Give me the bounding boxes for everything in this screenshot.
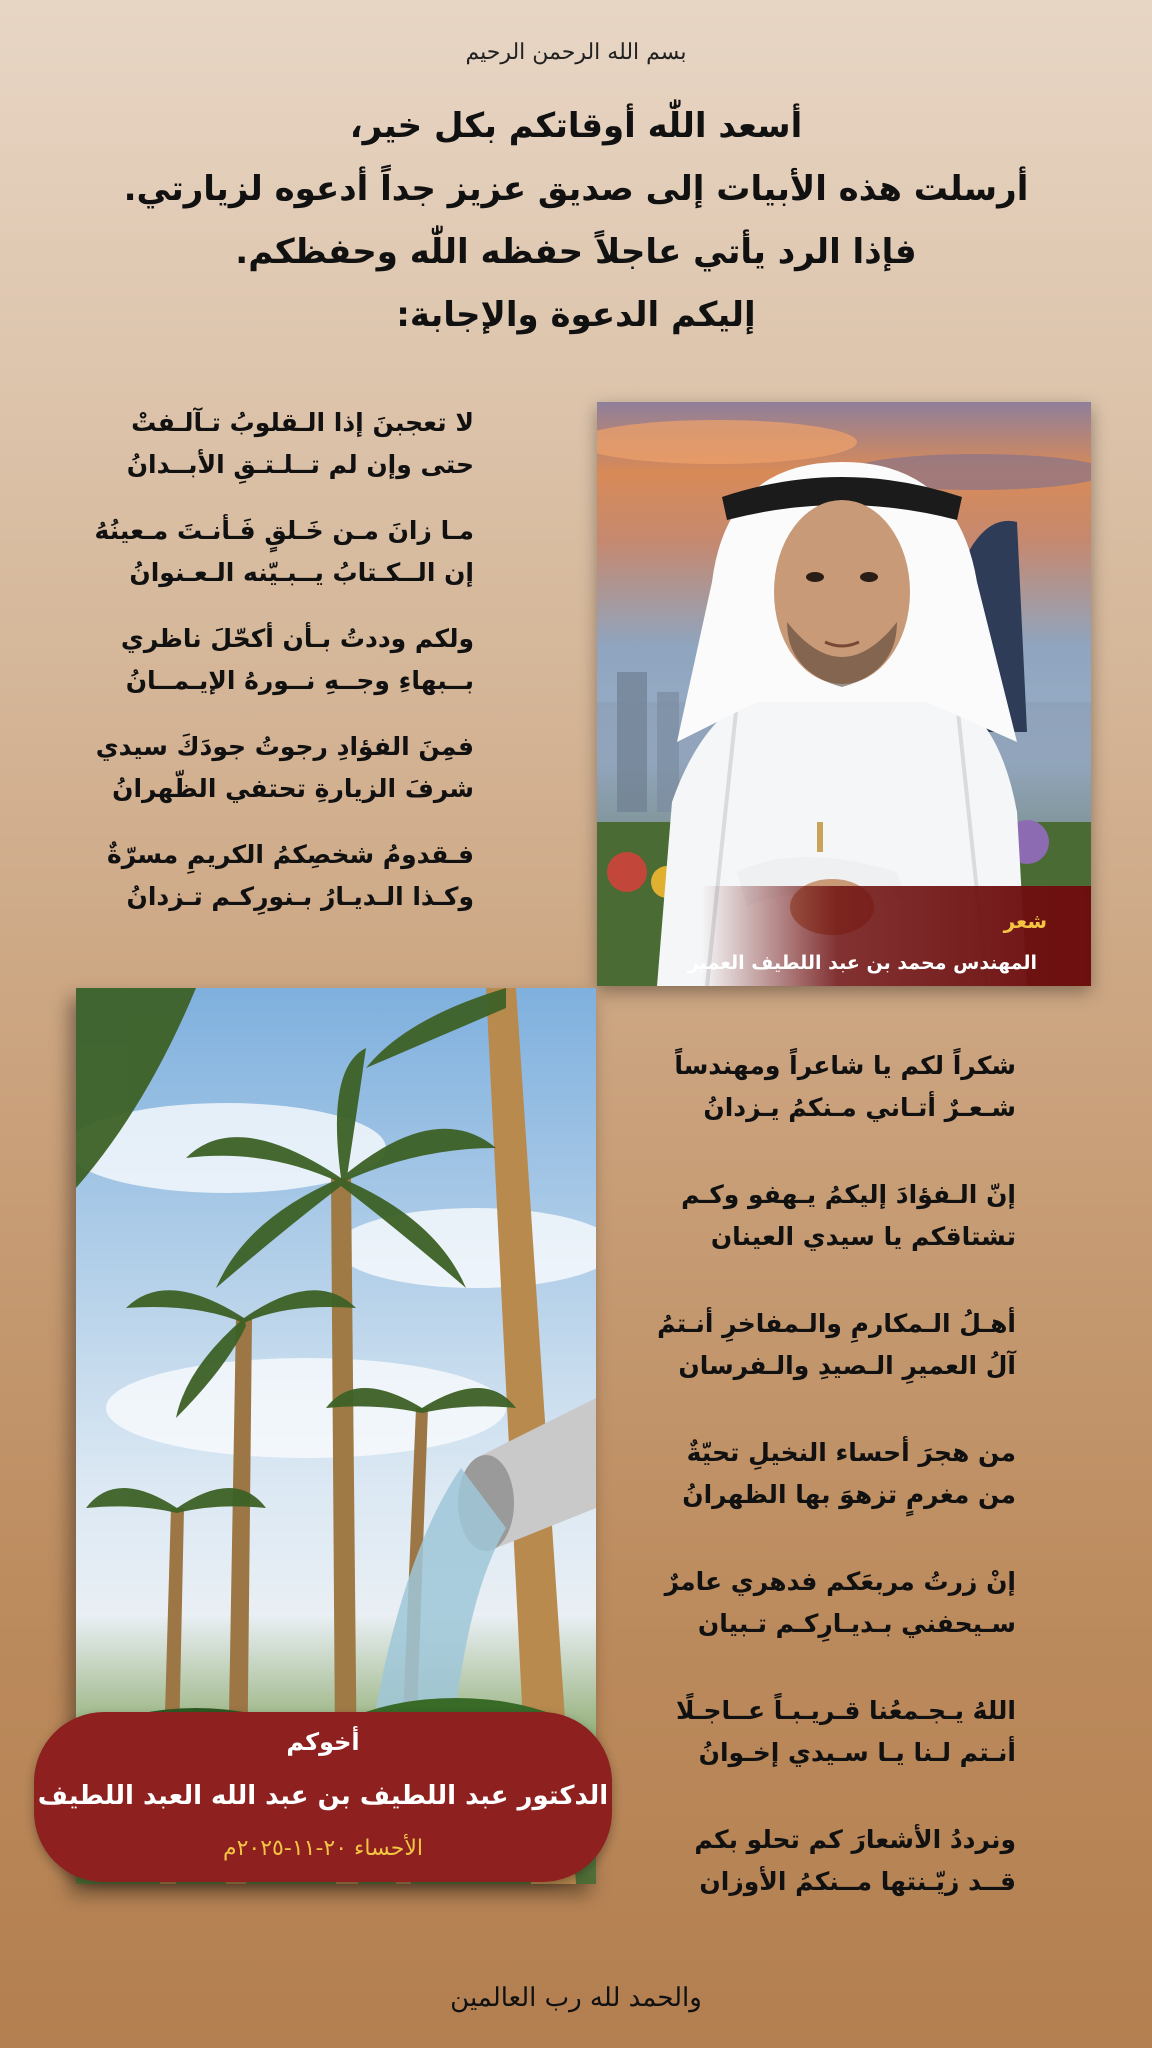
poem-verse: إنْ زرتُ مربعَكم فدهري عامرٌ [664, 1567, 1016, 1596]
reply-poem [616, 1045, 1016, 1948]
poem-verse: تشتاقكم يا سيدي العينان [710, 1222, 1016, 1251]
poem-stanza [616, 1432, 1016, 1516]
intro-text [0, 95, 1152, 347]
signature-block [34, 1712, 612, 1882]
poem-stanza [54, 834, 474, 918]
poem-verse: بــبهاءِ وجــهِ نــورهُ الإيـمــانُ [125, 666, 474, 695]
intro-line-1: أسعد اللّٰه أوقاتكم بكل خير، [349, 106, 803, 146]
poem-verse: إنّ الـفؤادَ إليكمُ يـهفو وكـم [681, 1180, 1016, 1209]
poem-verse: قــد زيّـنتها مــنكمُ الأوزان [699, 1867, 1016, 1896]
poem-verse: إن الــكـتابُ يــبـيّنه الـعـنوانُ [129, 558, 474, 587]
closing-line: والحمد لله رب العالمين [450, 1983, 702, 2013]
portrait-caption-band [687, 886, 1091, 986]
poem-stanza [616, 1561, 1016, 1645]
poem-verse: شكراً لكم يا شاعراً ومهندساً [674, 1051, 1016, 1080]
intro-line-3: فإذا الرد يأتي عاجلاً حفظه اللّٰه وحفظكم. [235, 232, 917, 272]
poem-stanza [54, 618, 474, 702]
intro-line-4: إليكم الدعوة والإجابة: [396, 295, 756, 335]
poem-verse: ونرددُ الأشعارَ كم تحلو بكم [694, 1825, 1016, 1854]
poetry-label: شعر [1003, 909, 1047, 933]
poem-stanza [616, 1690, 1016, 1774]
poem-verse: شرفَ الزيارةِ تحتفي الظّهرانُ [112, 774, 474, 803]
poem-stanza [54, 402, 474, 486]
signature-greeting: أخوكم [286, 1728, 360, 1756]
poem-verse: ولكم وددتُ بـأن أكحّلَ ناظري [120, 624, 474, 653]
poem-stanza [616, 1045, 1016, 1129]
poet-name: المهندس محمد بن عبد اللطيف العمير [687, 952, 1037, 974]
poem-verse: فمِنَ الفؤادِ رجوتُ جودَكَ سيدي [95, 732, 474, 761]
poet-portrait-card [597, 402, 1091, 986]
intro-line-2: أرسلت هذه الأبيات إلى صديق عزيز جداً أدعوه لزيارتي. [123, 169, 1029, 209]
poem-stanza [54, 510, 474, 594]
poem-verse: أهـلُ الـمكارمِ والـمفاخرِ أنـتمُ [657, 1309, 1016, 1338]
poem-verse: لا تعجبنَ إذا الـقلوبُ تـآلـفتْ [131, 408, 474, 437]
poem-verse: حتى وإن لم تــلـتـقِ الأبــدانُ [126, 450, 474, 479]
poem-stanza [616, 1303, 1016, 1387]
poem-verse: سـيحفني بـديـارِكـم تـبيان [697, 1609, 1016, 1638]
poem-verse: فـقدومُ شخصِكمُ الكريمِ مسرّةٌ [107, 840, 474, 869]
poem-verse: آلُ العميرِ الـصيدِ والـفرسان [678, 1351, 1016, 1380]
poem-stanza [54, 726, 474, 810]
invitation-poem [54, 402, 474, 942]
signature-name: الدكتور عبد اللطيف بن عبد الله العبد اللطيف [37, 1781, 609, 1811]
poem-stanza [616, 1819, 1016, 1903]
signature-place-date: الأحساء ٢٠-١١-٢٠٢٥م [222, 1836, 423, 1861]
poem-verse: وكـذا الـديـارُ بـنورِكـم تـزدانُ [126, 882, 474, 911]
poem-verse: من مغرمٍ تزهوَ بها الظهرانُ [682, 1480, 1016, 1509]
bismillah: بسم الله الرحمن الرحيم [465, 40, 687, 65]
poem-verse: اللهُ يـجـمعُنا قـريـبـاً عــاجـلًا [675, 1696, 1016, 1725]
poem-stanza [616, 1174, 1016, 1258]
poem-verse: أنـتم لـنا يـا سـيدي إخـوانُ [698, 1738, 1016, 1767]
poem-verse: شـعـرٌ أتـاني مـنكمُ يـزدانُ [703, 1093, 1016, 1122]
poem-verse: مـا زانَ مـن خَـلقٍ فَـأنـتَ مـعينُهُ [94, 516, 474, 545]
poem-verse: من هجرَ أحساء النخيلِ تحيّةٌ [686, 1438, 1016, 1467]
